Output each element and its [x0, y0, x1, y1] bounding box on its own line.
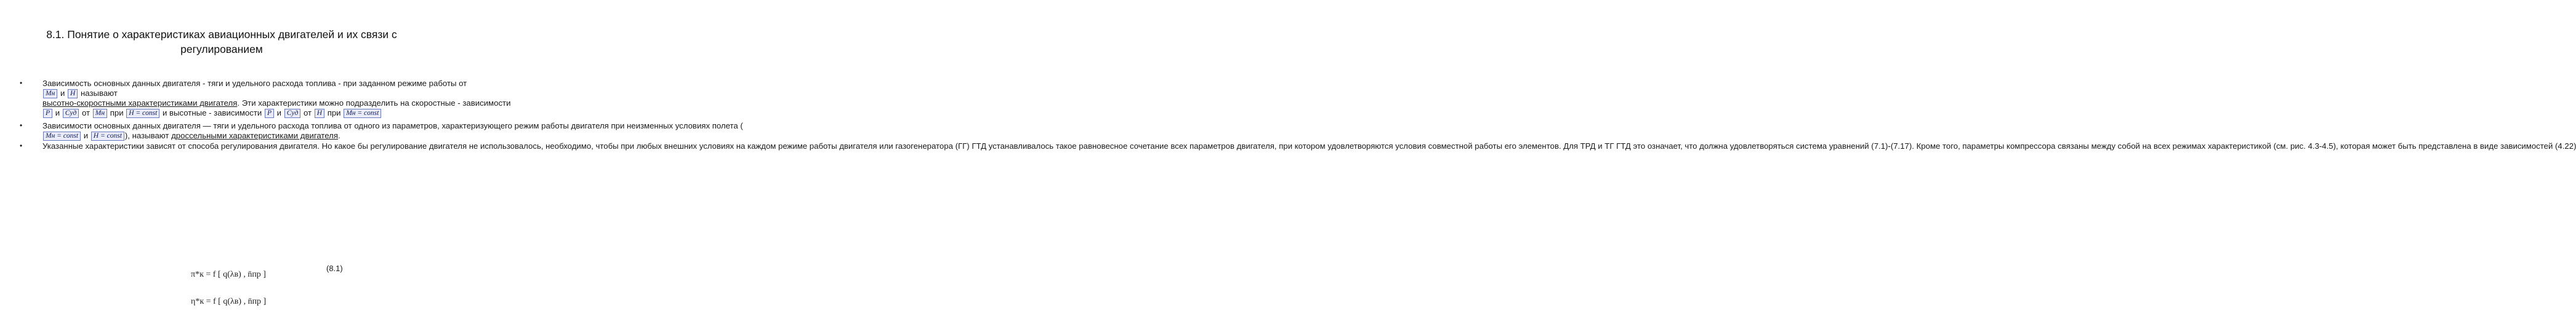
- bullet-list: [20, 79, 2576, 152]
- text-fragment: и: [60, 88, 65, 98]
- text-fragment: Зависимости основных данных двигателя — тяги и удельного расхода топлива от одного из параметров, характеризующего режим работы двигателя при неизменных условиях полета (: [42, 121, 743, 131]
- bullet-item-regulation: [20, 141, 2576, 151]
- formula-altitude: H: [68, 89, 78, 98]
- equation-block: [123, 261, 419, 323]
- formula-specific-consumption: Cуд: [63, 109, 79, 118]
- text-fragment: и высотные - зависимости: [163, 108, 262, 117]
- formula-altitude: H: [315, 109, 324, 118]
- formula-thrust: P: [43, 109, 52, 118]
- slide-title: 8.1. Понятие о характеристиках авиационных двигателей и их связи с регулированием: [46, 28, 397, 55]
- text-fragment: Зависимость основных данных двигателя - тяги и удельного расхода топлива - при заданном режиме работы от: [42, 79, 467, 88]
- text-fragment: и: [276, 108, 282, 117]
- text-fragment: .: [338, 131, 340, 141]
- formula-thrust: P: [265, 109, 274, 118]
- formula-altitude-const: H = const: [91, 132, 124, 141]
- equation-number: (8.1): [326, 264, 343, 273]
- formula-mach: Mн: [43, 89, 57, 98]
- text-fragment: и: [55, 108, 60, 117]
- bullet-item-throttle: [20, 121, 743, 141]
- formula-mach-const: Mн = const: [344, 109, 381, 118]
- text-fragment: ), называют: [124, 131, 169, 141]
- formula-specific-consumption: Cуд: [284, 109, 301, 118]
- equation-efficiency: η*к = f [ q(λв) , n̄пр ]: [191, 297, 267, 306]
- bullet-item-altitude-speed: [20, 79, 511, 121]
- text-fragment: Указанные характеристики зависят от способа регулирования двигателя. Но какое бы регулирование двигателя не использовалось, необходимо, чтобы при любых внешних условиях на каждом режиме работы двигателя или газогенератора (ГГ) ГТД устанавливалось такое равновесное сочетание всех параметров двигателя, при котором удовлетворяются условия совместной работы его элементов. Для ТРД и ТГ ГТД это означает, что должна удовлетворяться система уравнений (7.1)-(7.17). Кроме того, параметры компрессора связаны между собой на всех режимах характеристикой (см. рис. 4.3-4.5), которая может быть представлена в виде зависимостей (4.22): [42, 141, 2576, 151]
- equation-pressure-ratio: π*к = f [ q(λв) , n̄пр ]: [191, 270, 266, 279]
- formula-mach: Mн: [93, 109, 107, 118]
- text-fragment: от: [303, 108, 312, 117]
- text-fragment: и: [83, 131, 89, 141]
- term-altitude-speed-characteristics: высотно-скоростными характеристиками двигателя: [42, 98, 238, 108]
- text-fragment: . Эти характеристики можно подразделить на скоростные - зависимости: [237, 98, 511, 108]
- term-throttle-characteristics: дроссельными характеристиками двигателя: [171, 131, 339, 141]
- formula-altitude-const: H = const: [126, 109, 159, 118]
- bullet-marker: •: [20, 141, 23, 151]
- formula-mach-const: Mн = const: [43, 132, 81, 141]
- bullet-marker: •: [20, 121, 23, 130]
- bullet-marker: •: [20, 79, 23, 87]
- text-fragment: называют: [81, 88, 118, 98]
- text-fragment: при: [327, 108, 341, 117]
- text-fragment: при: [110, 108, 124, 117]
- text-fragment: от: [81, 108, 91, 117]
